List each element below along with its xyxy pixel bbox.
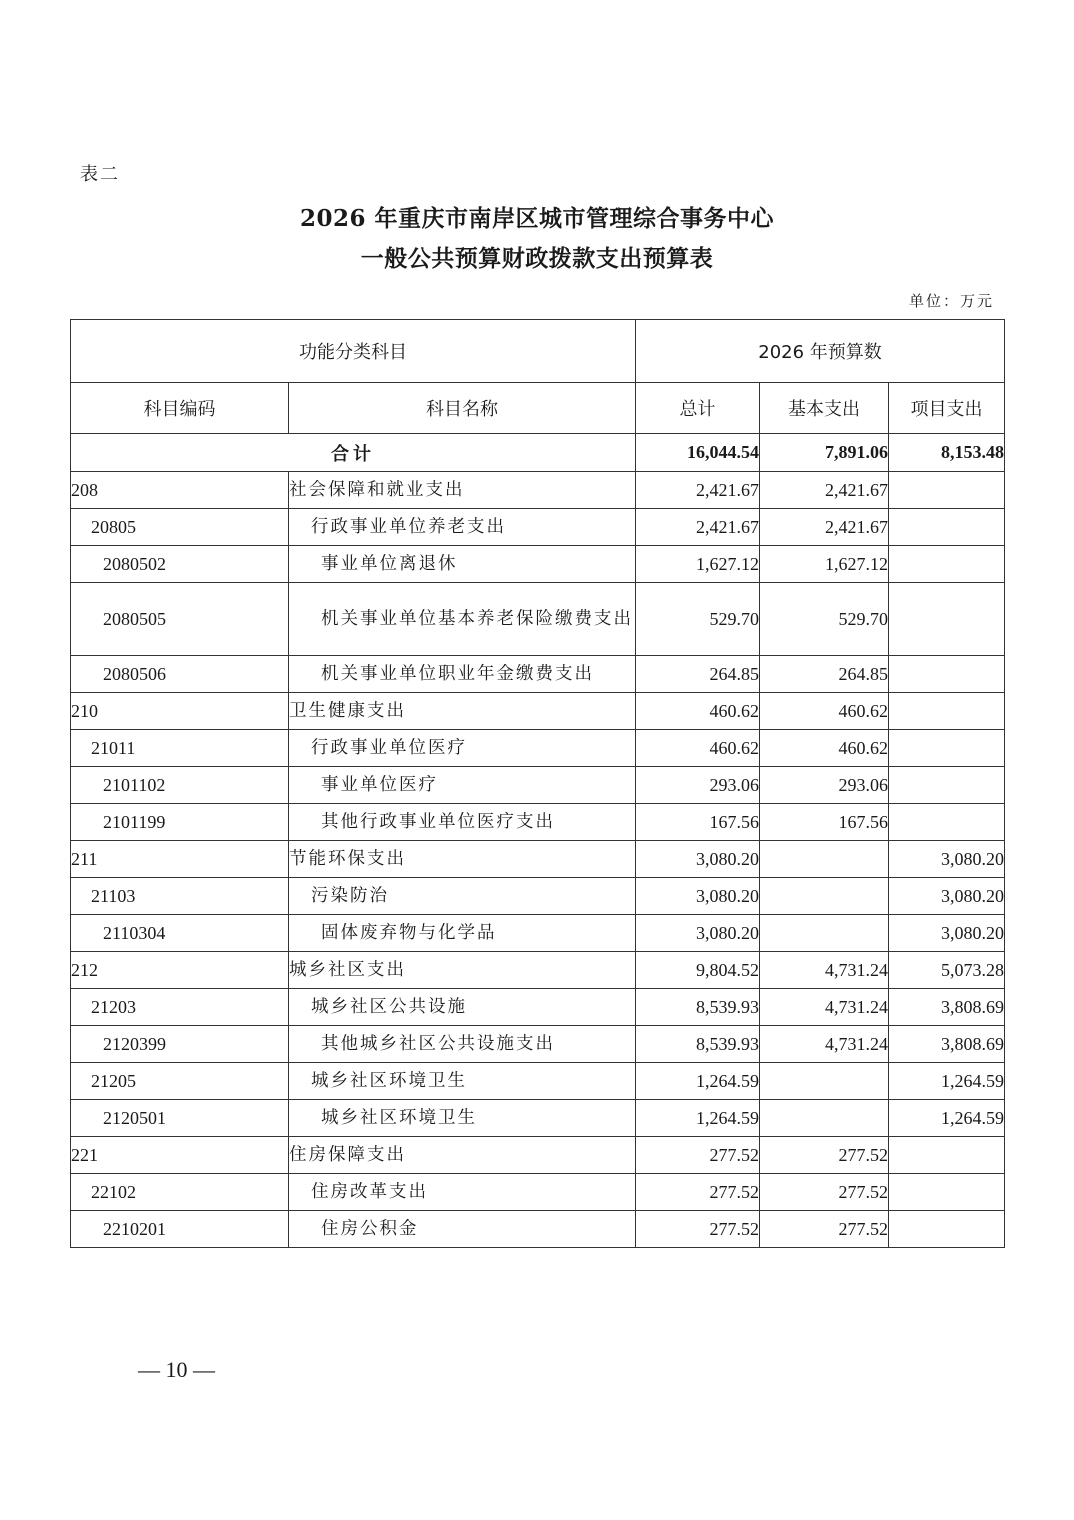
row-total: 460.62 [636, 730, 760, 767]
row-project: 3,080.20 [889, 915, 1005, 952]
row-basic [760, 878, 889, 915]
row-name: 住房改革支出 [289, 1174, 636, 1211]
total-project: 8,153.48 [889, 434, 1005, 472]
row-basic: 4,731.24 [760, 952, 889, 989]
row-project: 3,808.69 [889, 989, 1005, 1026]
row-name: 机关事业单位基本养老保险缴费支出 [289, 583, 636, 656]
row-total: 529.70 [636, 583, 760, 656]
row-basic: 264.85 [760, 656, 889, 693]
row-code: 21103 [71, 878, 289, 915]
row-total: 3,080.20 [636, 841, 760, 878]
row-project [889, 509, 1005, 546]
row-name: 城乡社区支出 [289, 952, 636, 989]
row-project [889, 767, 1005, 804]
table-row [71, 546, 1005, 583]
row-code: 21205 [71, 1063, 289, 1100]
row-code: 2101102 [71, 767, 289, 804]
table-row [71, 1174, 1005, 1211]
row-total: 167.56 [636, 804, 760, 841]
total-label: 合计 [71, 434, 636, 472]
table-row [71, 841, 1005, 878]
row-basic [760, 1063, 889, 1100]
row-total: 3,080.20 [636, 878, 760, 915]
row-project [889, 693, 1005, 730]
row-name: 事业单位医疗 [289, 767, 636, 804]
row-project: 1,264.59 [889, 1063, 1005, 1100]
row-code: 221 [71, 1137, 289, 1174]
document-title-line-2: 一般公共预算财政拨款支出预算表 [360, 245, 714, 272]
table-row [71, 730, 1005, 767]
row-name: 污染防治 [289, 878, 636, 915]
row-basic: 2,421.67 [760, 472, 889, 509]
total-row [71, 434, 1005, 472]
row-project: 5,073.28 [889, 952, 1005, 989]
row-basic [760, 841, 889, 878]
row-total: 264.85 [636, 656, 760, 693]
row-name: 机关事业单位职业年金缴费支出 [289, 656, 636, 693]
row-project [889, 472, 1005, 509]
row-basic: 460.62 [760, 693, 889, 730]
row-code: 2101199 [71, 804, 289, 841]
row-name: 其他行政事业单位医疗支出 [289, 804, 636, 841]
row-name: 固体废弃物与化学品 [289, 915, 636, 952]
row-basic: 277.52 [760, 1211, 889, 1248]
row-name: 行政事业单位医疗 [289, 730, 636, 767]
table-row [71, 1137, 1005, 1174]
row-total: 3,080.20 [636, 915, 760, 952]
total-total: 16,044.54 [636, 434, 760, 472]
row-basic [760, 1100, 889, 1137]
row-total: 293.06 [636, 767, 760, 804]
row-name: 其他城乡社区公共设施支出 [289, 1026, 636, 1063]
header-functional-category: 功能分类科目 [71, 320, 636, 383]
row-total: 2,421.67 [636, 509, 760, 546]
table-row [71, 1100, 1005, 1137]
document-title-line-1: 2026 年重庆市南岸区城市管理综合事务中心 [299, 205, 775, 232]
row-code: 2080506 [71, 656, 289, 693]
table-row [71, 1211, 1005, 1248]
table-row [71, 989, 1005, 1026]
row-total: 277.52 [636, 1211, 760, 1248]
table-row [71, 693, 1005, 730]
row-total: 277.52 [636, 1174, 760, 1211]
row-total: 1,627.12 [636, 546, 760, 583]
row-project: 1,264.59 [889, 1100, 1005, 1137]
table-row [71, 767, 1005, 804]
row-code: 20805 [71, 509, 289, 546]
row-project [889, 1174, 1005, 1211]
row-code: 211 [71, 841, 289, 878]
row-basic: 4,731.24 [760, 989, 889, 1026]
row-name: 卫生健康支出 [289, 693, 636, 730]
row-project [889, 656, 1005, 693]
row-code: 21203 [71, 989, 289, 1026]
budget-table [70, 319, 1005, 1248]
row-project [889, 546, 1005, 583]
row-project [889, 804, 1005, 841]
row-total: 8,539.93 [636, 1026, 760, 1063]
row-project [889, 1211, 1005, 1248]
row-basic: 1,627.12 [760, 546, 889, 583]
table-row [71, 952, 1005, 989]
row-basic: 167.56 [760, 804, 889, 841]
row-project [889, 583, 1005, 656]
row-code: 2120501 [71, 1100, 289, 1137]
table-row [71, 472, 1005, 509]
table-row [71, 1063, 1005, 1100]
row-total: 2,421.67 [636, 472, 760, 509]
unit-label: 单位：万元 [908, 292, 994, 310]
row-basic: 4,731.24 [760, 1026, 889, 1063]
row-name: 社会保障和就业支出 [289, 472, 636, 509]
row-basic: 277.52 [760, 1174, 889, 1211]
table-row [71, 804, 1005, 841]
header-basic: 基本支出 [760, 383, 889, 434]
row-name: 行政事业单位养老支出 [289, 509, 636, 546]
row-project: 3,080.20 [889, 841, 1005, 878]
row-basic [760, 915, 889, 952]
row-code: 2080505 [71, 583, 289, 656]
row-basic: 2,421.67 [760, 509, 889, 546]
table-row [71, 509, 1005, 546]
row-basic: 529.70 [760, 583, 889, 656]
row-project: 3,080.20 [889, 878, 1005, 915]
row-code: 210 [71, 693, 289, 730]
total-basic: 7,891.06 [760, 434, 889, 472]
header-code: 科目编码 [71, 383, 289, 434]
row-name: 节能环保支出 [289, 841, 636, 878]
table-label: 表二 [80, 164, 120, 185]
row-code: 22102 [71, 1174, 289, 1211]
row-code: 208 [71, 472, 289, 509]
header-total: 总计 [636, 383, 760, 434]
row-name: 事业单位离退休 [289, 546, 636, 583]
row-name: 住房保障支出 [289, 1137, 636, 1174]
table-row [71, 583, 1005, 656]
row-code: 2210201 [71, 1211, 289, 1248]
row-total: 277.52 [636, 1137, 760, 1174]
row-name: 城乡社区公共设施 [289, 989, 636, 1026]
page-number: — 10 — [138, 1357, 215, 1382]
table-row [71, 656, 1005, 693]
row-code: 2120399 [71, 1026, 289, 1063]
row-project [889, 1137, 1005, 1174]
header-name: 科目名称 [289, 383, 636, 434]
row-total: 8,539.93 [636, 989, 760, 1026]
table-row [71, 915, 1005, 952]
row-total: 1,264.59 [636, 1100, 760, 1137]
header-project: 项目支出 [889, 383, 1005, 434]
header-budget-year: 2026 年预算数 [636, 320, 1005, 383]
row-total: 1,264.59 [636, 1063, 760, 1100]
row-basic: 460.62 [760, 730, 889, 767]
row-code: 21011 [71, 730, 289, 767]
row-project [889, 730, 1005, 767]
row-name: 住房公积金 [289, 1211, 636, 1248]
table-row [71, 878, 1005, 915]
table-row [71, 1026, 1005, 1063]
row-code: 2110304 [71, 915, 289, 952]
row-total: 460.62 [636, 693, 760, 730]
row-basic: 277.52 [760, 1137, 889, 1174]
row-basic: 293.06 [760, 767, 889, 804]
row-code: 2080502 [71, 546, 289, 583]
row-project: 3,808.69 [889, 1026, 1005, 1063]
row-code: 212 [71, 952, 289, 989]
row-total: 9,804.52 [636, 952, 760, 989]
row-name: 城乡社区环境卫生 [289, 1100, 636, 1137]
row-name: 城乡社区环境卫生 [289, 1063, 636, 1100]
